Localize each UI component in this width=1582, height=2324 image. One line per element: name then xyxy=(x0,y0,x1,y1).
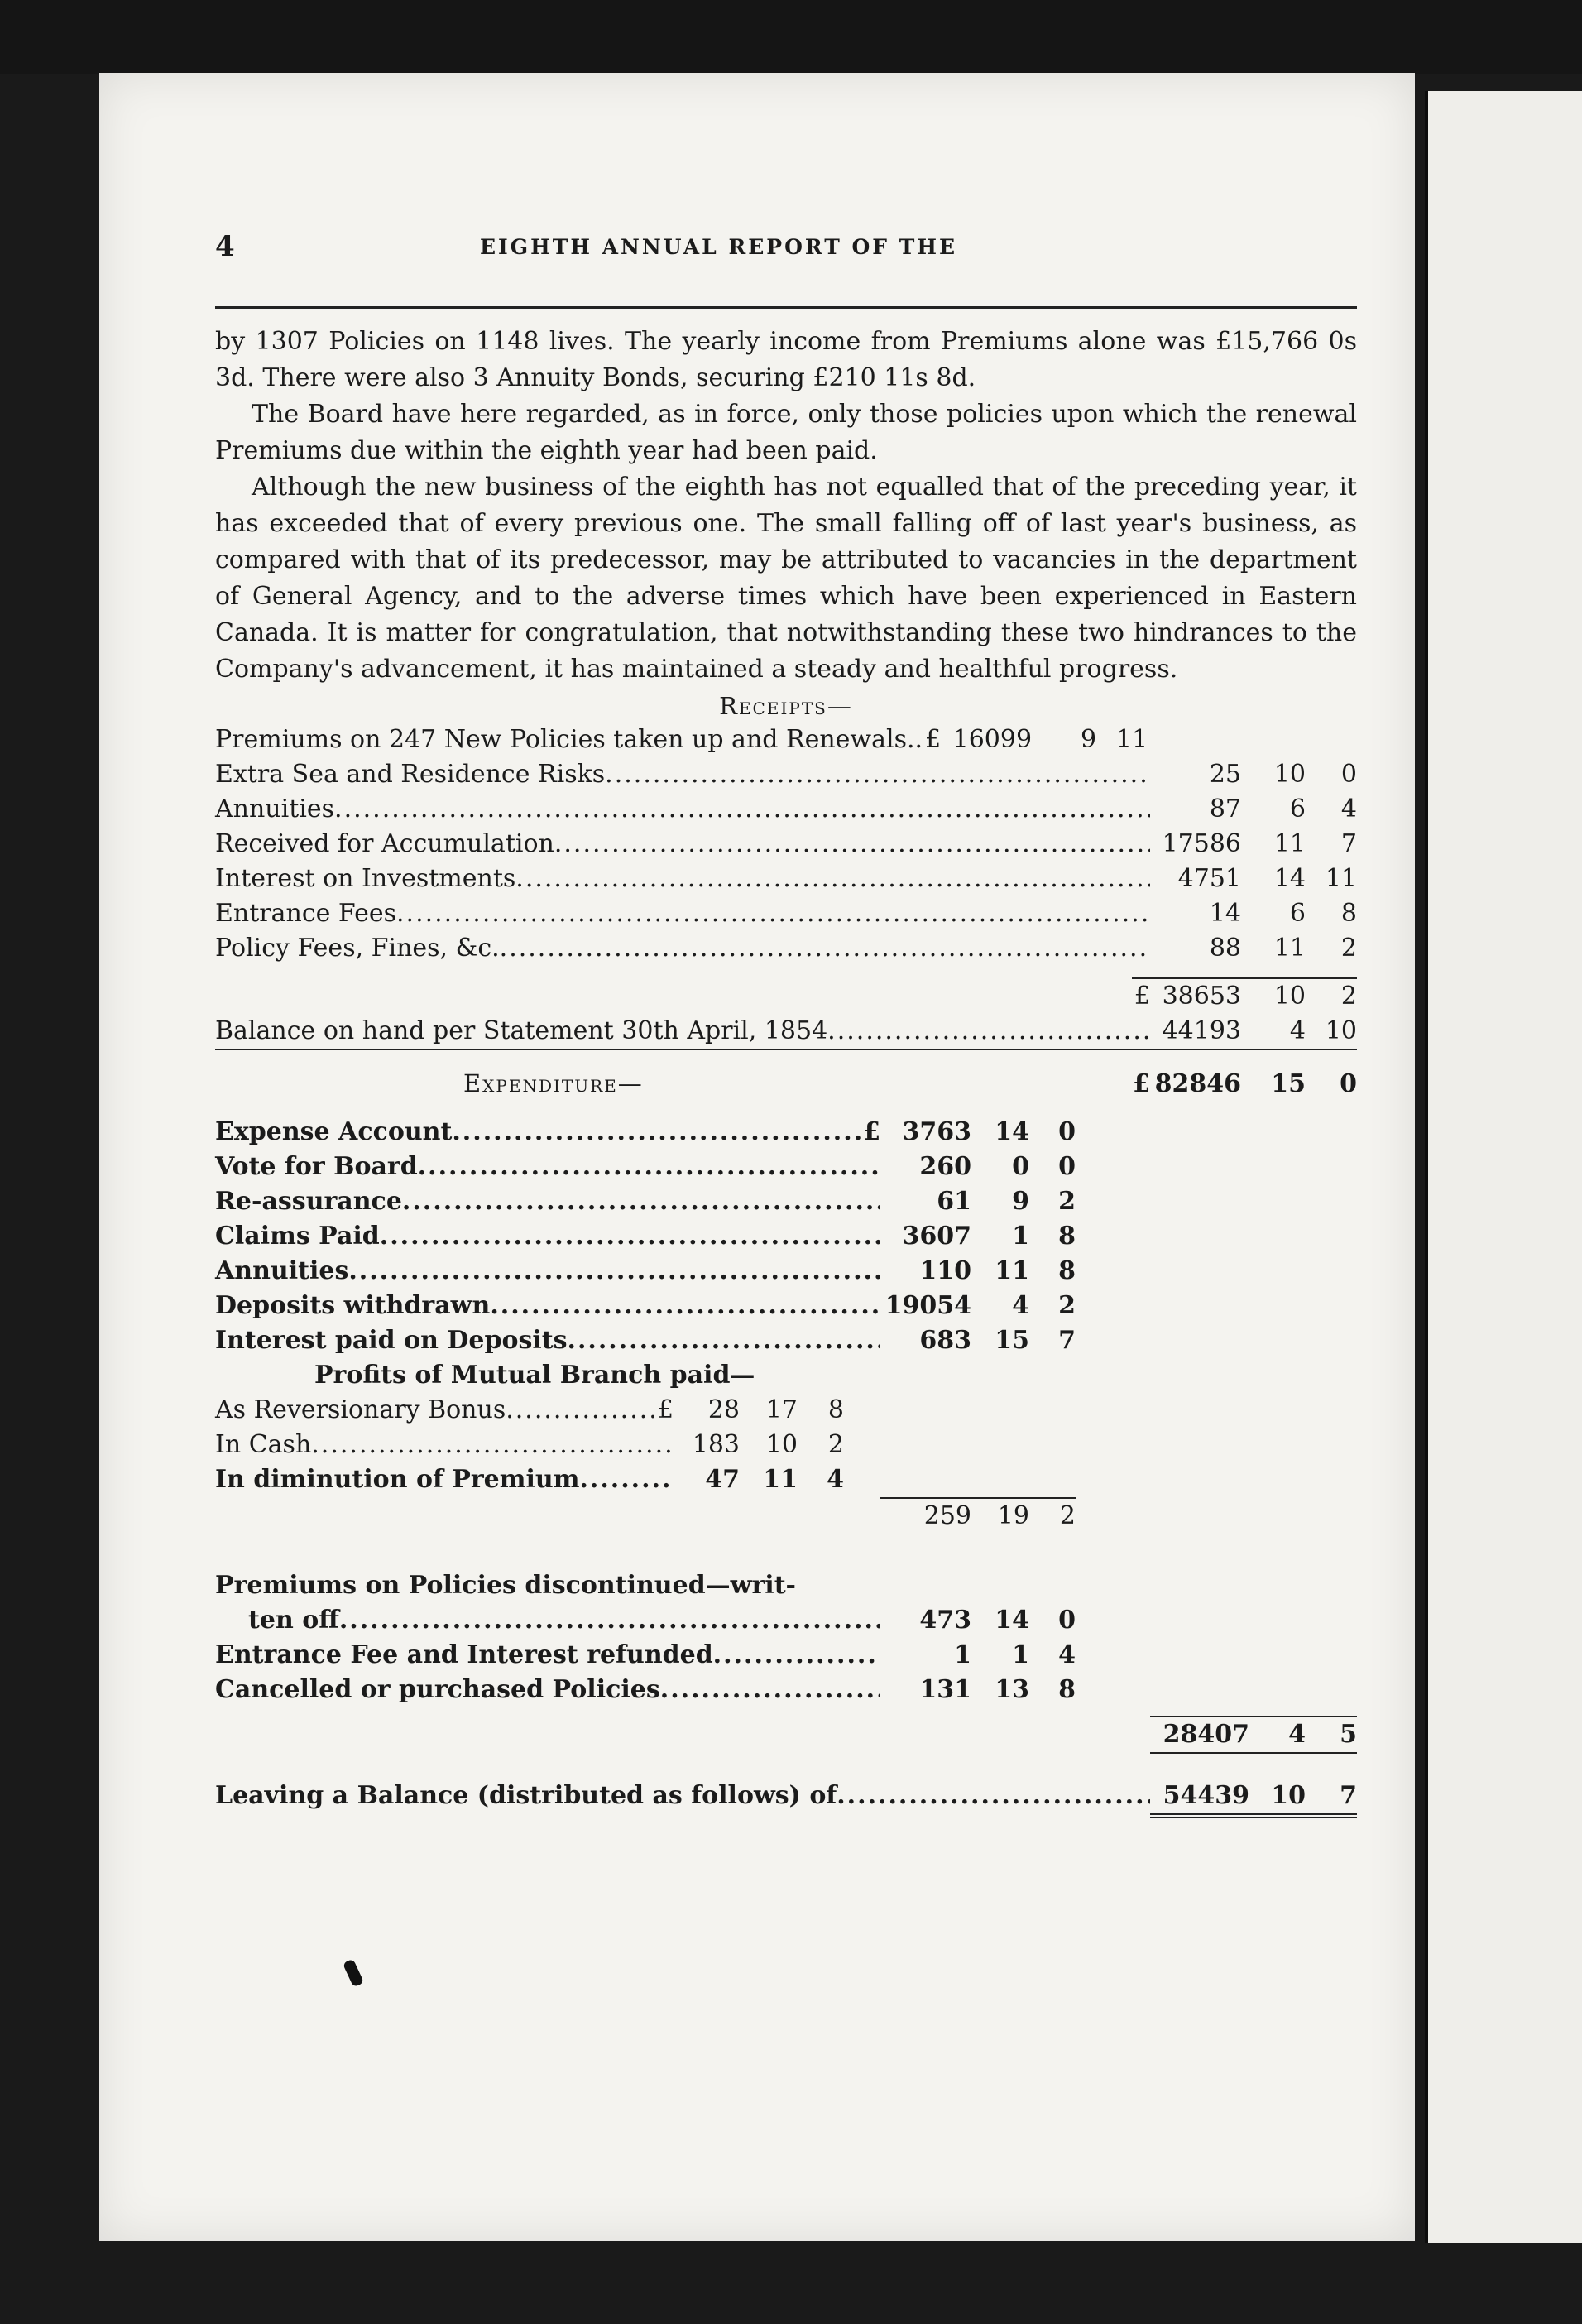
currency-sign: £ xyxy=(924,725,942,754)
pence: 7 xyxy=(1340,829,1357,858)
row-label: As Reversionary Bonus xyxy=(215,1395,506,1424)
receipts-row xyxy=(215,931,1357,966)
row-label: Leaving a Balance (distributed as follows) of xyxy=(215,1781,837,1810)
page-content xyxy=(215,230,1357,1818)
profits-row xyxy=(215,1393,844,1428)
paragraph-1: by 1307 Policies on 1148 lives. The yearly income from Premiums alone was £15,766 0s 3d. There were also 3 Annuity Bonds, securing £210 11s 8d. xyxy=(215,327,1357,392)
pence: 2 xyxy=(1059,1501,1076,1530)
shillings: 15 xyxy=(1271,1069,1306,1098)
document-page xyxy=(99,73,1415,2241)
pounds: 19054 xyxy=(884,1291,971,1320)
leaving-balance-row xyxy=(215,1779,1357,1818)
row-label: Interest paid on Deposits xyxy=(215,1326,568,1355)
shillings: 19 xyxy=(997,1501,1029,1530)
pounds: 1 xyxy=(954,1640,971,1669)
expenditure-total xyxy=(215,1707,1357,1754)
row-label: Deposits withdrawn xyxy=(215,1291,491,1320)
shillings: 9 xyxy=(1080,725,1097,754)
pounds: 3763 xyxy=(902,1117,971,1146)
receipts-row xyxy=(215,827,1357,862)
pounds: 16099 xyxy=(952,725,1033,754)
entrance-refund-row xyxy=(215,1638,1076,1673)
pence: 2 xyxy=(827,1430,844,1459)
pounds: 28407 xyxy=(1163,1720,1249,1749)
pounds: 473 xyxy=(919,1606,971,1635)
pence: 4 xyxy=(827,1465,844,1494)
pence: 4 xyxy=(1340,795,1357,823)
pounds: 38653 xyxy=(1162,982,1241,1011)
leader-dots xyxy=(339,1603,880,1638)
row-label: Re-assurance xyxy=(215,1187,402,1216)
leader-dots xyxy=(515,862,1150,896)
shillings: 15 xyxy=(995,1326,1029,1355)
shillings: 14 xyxy=(995,1117,1029,1146)
leader-dots xyxy=(554,827,1150,862)
leader-dots xyxy=(380,1219,880,1254)
receipts-row xyxy=(215,896,1357,931)
shillings: 11 xyxy=(1273,934,1306,963)
leader-dots xyxy=(452,1115,862,1150)
row-label: Premiums on Policies discontinued—writ- xyxy=(215,1571,797,1600)
shillings: 11 xyxy=(1273,829,1306,858)
expenditure-heading-line xyxy=(215,1065,1357,1102)
expenditure-row xyxy=(215,1323,1076,1358)
pence: 0 xyxy=(1340,760,1357,789)
pence: 2 xyxy=(1058,1291,1076,1320)
leader-dots xyxy=(605,757,1150,792)
page-header xyxy=(215,230,1357,280)
pounds: 17586 xyxy=(1162,829,1241,858)
shillings: 1 xyxy=(1012,1640,1029,1669)
pence: 0 xyxy=(1058,1152,1076,1181)
shillings: 4 xyxy=(1289,1016,1306,1045)
expenditure-row xyxy=(215,1254,1076,1289)
leader-dots xyxy=(348,1254,880,1289)
pence: 8 xyxy=(827,1395,844,1424)
pence: 2 xyxy=(1058,1187,1076,1216)
pence: 8 xyxy=(1340,899,1357,928)
row-label: Annuities xyxy=(215,795,335,823)
pounds: 131 xyxy=(919,1675,971,1704)
leader-dots xyxy=(396,896,1150,931)
pence: 11 xyxy=(1115,725,1148,754)
receipts-row xyxy=(215,723,1357,757)
receipts-subtotal xyxy=(215,966,1357,1014)
leader-dots xyxy=(713,1638,880,1673)
row-label: In Cash xyxy=(215,1430,312,1459)
balance-on-hand-row xyxy=(215,1014,1357,1050)
expenditure-row xyxy=(215,1219,1076,1254)
row-label: In diminution of Premium xyxy=(215,1465,580,1494)
scan-border xyxy=(0,0,1582,74)
row-label: Policy Fees, Fines, &c. xyxy=(215,934,500,963)
adjacent-page-edge xyxy=(1425,91,1582,2243)
leader-dots xyxy=(660,1673,880,1707)
pence: 8 xyxy=(1058,1222,1076,1251)
pounds: 25 xyxy=(1209,760,1241,789)
pence: 11 xyxy=(1325,864,1357,893)
pounds: 260 xyxy=(919,1152,971,1181)
shillings: 9 xyxy=(1012,1187,1029,1216)
shillings: 14 xyxy=(1273,864,1306,893)
expenditure-row xyxy=(215,1115,1076,1150)
row-label: Interest on Investments xyxy=(215,864,516,893)
row-label: Cancelled or purchased Policies xyxy=(215,1675,660,1704)
receipts-table xyxy=(215,723,1357,1050)
pence: 8 xyxy=(1058,1256,1076,1285)
shillings: 14 xyxy=(995,1606,1029,1635)
shillings: 10 xyxy=(1271,1781,1306,1810)
receipts-heading: Receipts— xyxy=(719,692,853,720)
pounds: 54439 xyxy=(1163,1781,1249,1810)
expenditure-row xyxy=(215,1289,1076,1323)
cancelled-row xyxy=(215,1673,1076,1707)
paragraph-3: Although the new business of the eighth has not equalled that of the preceding year, it has exceeded that of every previous one. The small falling off of last year's business, as compared with that of its predecessor, may be attributed to vacancies in the department of General Agency, and to the adverse times which have been experienced in Eastern Canada. It is matter for congratulation, that notwithstanding these two hindrances to the Company's advancement, it has maintained a steady and healthful progress. xyxy=(215,473,1357,684)
pounds: 4751 xyxy=(1177,864,1241,893)
page-number: 4 xyxy=(215,230,235,263)
row-label: Claims Paid xyxy=(215,1222,380,1251)
pence: 10 xyxy=(1325,1016,1357,1045)
leader-dots xyxy=(311,1428,674,1462)
row-label: ten off xyxy=(248,1606,339,1635)
running-head: EIGHTH ANNUAL REPORT OF THE xyxy=(480,235,958,259)
row-label: Premiums on 247 New Policies taken up and Renewals.. xyxy=(215,725,923,754)
leader-dots xyxy=(500,931,1150,966)
expenditure-row xyxy=(215,1150,1076,1184)
shillings: 0 xyxy=(1012,1152,1029,1181)
discontinued-label-row xyxy=(215,1568,1076,1603)
row-label: Balance on hand per Statement 30th April, 1854 xyxy=(215,1016,828,1045)
receipts-row xyxy=(215,792,1357,827)
pounds: 82846 xyxy=(1154,1069,1241,1098)
shillings: 11 xyxy=(995,1256,1029,1285)
profits-row xyxy=(215,1428,844,1462)
pounds: 44193 xyxy=(1162,1016,1241,1045)
discontinued-row xyxy=(215,1603,1076,1638)
pounds: 88 xyxy=(1209,934,1241,963)
profits-row xyxy=(215,1462,844,1497)
pounds: 14 xyxy=(1209,899,1241,928)
leader-dots xyxy=(579,1462,674,1497)
expenditure-heading: Expenditure— xyxy=(463,1069,644,1097)
shillings: 6 xyxy=(1289,899,1306,928)
leader-dots xyxy=(418,1150,880,1184)
shillings: 6 xyxy=(1289,795,1306,823)
leader-dots xyxy=(334,792,1150,827)
shillings: 10 xyxy=(765,1430,798,1459)
currency-sign: £ xyxy=(863,1117,880,1146)
shillings: 17 xyxy=(765,1395,798,1424)
profits-total-row xyxy=(215,1497,1076,1534)
row-label: Received for Accumulation xyxy=(215,829,554,858)
pounds: 3607 xyxy=(902,1222,971,1251)
currency-sign: £ xyxy=(657,1395,674,1424)
pounds: 259 xyxy=(923,1501,971,1530)
pence: 2 xyxy=(1340,982,1357,1011)
leader-dots xyxy=(402,1184,880,1219)
pounds: 183 xyxy=(692,1430,740,1459)
pence: 8 xyxy=(1058,1675,1076,1704)
row-label: Expense Account xyxy=(215,1117,453,1146)
leader-dots xyxy=(506,1393,655,1428)
row-label: Extra Sea and Residence Risks xyxy=(215,760,606,789)
currency-sign: £ xyxy=(1134,982,1150,1011)
shillings: 13 xyxy=(995,1675,1029,1704)
profits-heading: Profits of Mutual Branch paid— xyxy=(314,1361,755,1390)
ink-blot xyxy=(343,1959,364,1988)
receipts-row xyxy=(215,757,1357,792)
pounds: 28 xyxy=(707,1395,740,1424)
pence: 7 xyxy=(1058,1326,1076,1355)
pence: 0 xyxy=(1058,1117,1076,1146)
shillings: 11 xyxy=(763,1465,798,1494)
pence: 7 xyxy=(1340,1781,1357,1810)
pence: 0 xyxy=(1340,1069,1357,1098)
shillings: 10 xyxy=(1273,760,1306,789)
leader-dots xyxy=(568,1323,881,1358)
pence: 0 xyxy=(1058,1606,1076,1635)
row-label: Vote for Board xyxy=(215,1152,418,1181)
row-label: Entrance Fees xyxy=(215,899,396,928)
pounds: 47 xyxy=(705,1465,740,1494)
pounds: 87 xyxy=(1209,795,1241,823)
shillings: 4 xyxy=(1012,1291,1029,1320)
pence: 2 xyxy=(1340,934,1357,963)
leader-dots xyxy=(827,1014,1150,1049)
grand-total xyxy=(1132,1067,1357,1102)
pounds: 683 xyxy=(919,1326,971,1355)
leader-dots xyxy=(837,1779,1150,1813)
paragraph-2: The Board have here regarded, as in force, only those policies upon which the renewal Premiums due within the eighth year had been paid. xyxy=(215,400,1357,465)
shillings: 10 xyxy=(1273,982,1306,1011)
shillings: 4 xyxy=(1288,1720,1306,1749)
pounds: 110 xyxy=(919,1256,971,1285)
header-rule xyxy=(215,306,1357,309)
leader-dots xyxy=(490,1289,880,1323)
shillings: 1 xyxy=(1012,1222,1029,1251)
currency-sign: £ xyxy=(1133,1069,1150,1098)
expenditure-table xyxy=(215,1115,1357,1818)
receipts-row xyxy=(215,862,1357,896)
pounds: 61 xyxy=(937,1187,971,1216)
row-label: Entrance Fee and Interest refunded xyxy=(215,1640,713,1669)
pence: 5 xyxy=(1340,1720,1357,1749)
row-label: Annuities xyxy=(215,1256,349,1285)
pence: 4 xyxy=(1058,1640,1076,1669)
expenditure-row xyxy=(215,1184,1076,1219)
